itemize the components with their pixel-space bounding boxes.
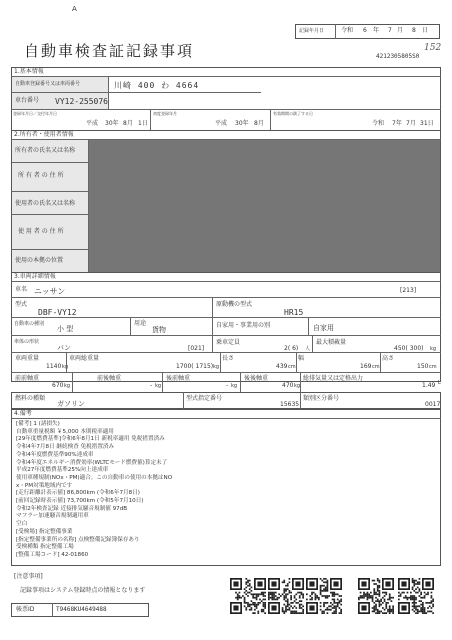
form-id-value: T9468KU4649488 — [56, 606, 107, 613]
remark-line: 受検種類 指定整備工場 — [16, 544, 74, 551]
vin-number: VY12-255076 — [55, 97, 108, 106]
letter-mark: A — [72, 5, 77, 13]
engine-value: HR15 — [284, 308, 304, 317]
remark-line: [整備工場コード] 42-01860 — [16, 551, 89, 558]
record-date-label: 記録年月日 — [299, 28, 325, 34]
maker-value: ニッサン — [34, 287, 66, 296]
qr-code — [268, 578, 304, 614]
qr-code — [358, 578, 394, 614]
remark-line: [備考] 1 (諸損失) — [16, 421, 60, 427]
redacted-owner-info — [89, 140, 440, 272]
qr-code — [398, 578, 434, 614]
section1-heading: 1.基本情報 — [14, 68, 44, 75]
remark-line: 令和2年検査記録 近接排気騒音規制値 97dB — [16, 505, 128, 512]
remark-line: [前回記録時表示値] 73,700km (令和5年7月10日) — [16, 498, 144, 504]
remark-line: 平成27年度燃費基準25%向上達成車 — [16, 467, 109, 474]
section4-heading: 4.備考 — [14, 410, 32, 417]
qr-code — [230, 578, 266, 614]
section2-heading: 2.所有者・使用者情報 — [14, 131, 74, 138]
section3-heading: 3.車両詳細情報 — [14, 273, 56, 280]
handwritten-note: 152 — [424, 43, 442, 53]
remark-line: [29年度燃費基準]令和6年8月1日 新税率適用 免税措置済み — [16, 436, 165, 443]
remark-line: 令和4年7月8日 継続検査 免税措置済み — [16, 444, 115, 451]
remark-line: 空白 — [16, 521, 28, 528]
remark-line: 自動車重量税額 ￥5,000 本則税率適用 — [16, 428, 114, 435]
notes-heading: [注意事項] — [14, 573, 43, 580]
fuel-value: ガソリン — [57, 400, 85, 408]
plate-number: 川崎 400 わ 4664 — [114, 81, 200, 90]
remark-line: x・PM対策地域内です — [16, 482, 73, 489]
remark-line: [走行距離計表示値] 86,800km (令和6年7月8日) — [16, 490, 140, 497]
remark-line: [指定整備事業所の名称] 点検整備記録簿保存あり — [16, 536, 140, 543]
remark-line: マフラー加速騒音規制適用車 — [16, 513, 89, 520]
remark-line: 令和4年度エネルギー消費効率(WLTCモード燃費値)算定未了 — [16, 459, 168, 466]
remark-line: 令和4年度燃費基準90%達成車 — [16, 451, 94, 458]
remark-line: 使用車種規制(NOx・PM)適合。この自動車の使用の本拠はNO — [16, 474, 173, 481]
doc-number: 4212305805S0 — [376, 53, 420, 60]
form-id-label: 帳票ID — [16, 606, 35, 613]
qr-code — [306, 578, 342, 614]
remark-line: [受検場] 指定整備事業 — [16, 528, 73, 535]
model-value: DBF-VY12 — [38, 308, 77, 317]
page-title: 自動車検査証記録事項 — [24, 42, 195, 60]
notes-text: 記録事項はシステム登録時点の情報となります — [20, 587, 146, 594]
